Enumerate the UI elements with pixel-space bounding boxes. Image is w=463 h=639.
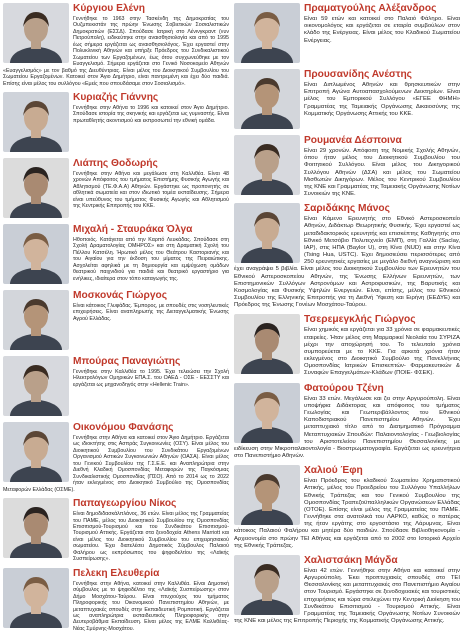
candidate-photo [3,224,69,284]
candidate-photo [234,3,300,63]
candidate-entry [3,92,229,153]
candidate-name: Τσερεμεγκλής Γιώργος [304,314,416,326]
candidate-bio: Είναι 33 ετών. Μεγάλωσε και ζει στην Αργυρούπολη. Είναι υποψήφια Διδάκτορας και απόφοιτος του τμήματος Γεωλογίας και Γεωπεριβάλλοντος του Εθνικού Καποδιστριακού Πανεπιστημίου Αθηνών. Έχει μεταπτυχιακό τίτλο από το Διατμηματικό Πρόγραμμα Μεταπτυχιακών Σπουδών: Παλαιοντολογίας - Γεωβιολογίας του Αριστοτελείου Πανεπιστημίου Θεσσαλονίκης με ειδίκευση στην Μικροπαλαιοντολογία - Βιοστρωματογραφία. Εργάζεται ως ερευνήτρια στο Πανεπιστήμιο Αθηνών. [234,395,460,460]
candidate-entry [234,203,460,309]
candidate-photo [3,158,69,218]
candidate-bio: Είναι Κάμενο Ερευνητής στο Εθνικό Αστεροσκοπείο Αθηνών, Διδάκτωρ Θεωρητικής Φυσικής. Έχει εργαστεί ως μεταδιδακτορικός ερευνητής και επισκέπτης Καθηγητής στο Εθνικό Μετσόβιο Πολυτεχνείο (ΕΜΠ), στη Γαλλία (Saclay, IAP), στις ΗΠΑ (Baylor U), στη Κίνα (NUD) και στην Κίνα (Tsing Hua, USTC). Έχει δημοσιεύσει περισσότερες από 250 ερευνητικές εργασίες με μεγάλο διεθνή αναγνώριση και έχει αναγράψει 5 βιβλία. Είναι μέλος του Διοικητικού Συμβουλίου των Ερευνητών του Εθνικού Αστεροσκοπείου Αθηνών, της Ένωσης Ελλήνων Ερευνητών, των Επιστημονικών Συλλόγων Αστρονόμων και Αστροφυσικών, της Βαρυτικής και Κοσμολογίας και Φυσικής Υψηλών Ενεργειών. Είναι, επίσης, μέλος του Εθνικού Συμβουλίου της Ελληνικής Επιτροπής για τη Διεθνή Ύφεση και Ειρήνη (ΕΕΔΥΕ) και Πρόεδρος της Ένωσης Γονέων Μοσχάτου-Ταύρου. [234,216,460,309]
candidate-name: Προυσανίδης Ανέστης [304,69,412,80]
candidate-entry [234,465,460,550]
candidate-entry [3,356,229,417]
candidate-bio: Είναι Διπλωμένος Αθηνών και θρησκευτικών στην Επιτροπή Αγώνα Αυτοαπασχολούμενων Διεκτηρίων. Είναι μέλος του Εμπορικού Συλλόγου «ΕΓΕΕ ΦΗΜΗ» Γραμματέας της Ταμειακής Οργάνωσης Δικαιοσύνης της Κομματικής Οργάνωσης Αττικής του ΚΚΕ. [304,82,460,117]
candidate-entry [234,314,460,377]
candidate-entry [3,498,229,563]
candidate-photo [3,92,69,152]
candidate-name: Χαλιού Έφη [304,465,363,477]
candidate-name: Πραματγούλης Αλέξανδρος [304,3,437,14]
candidate-bio: Είναι δημοδιδασκάλπλάνος, 36 ετών. Είναι μέλος της Γραμματείας του ΠΑΜΕ, μέλος του Διοικητικού Συμβουλίου της Ομοσπονδίας Επισιτισμού-Τουρισμού και του Συνδικάτου Επισιτισμού-Τουρισμού Αττικής. Εργάζεται στα ξενοδοχεία Athens Marriott και είναι μέλος του Διοικητικού Συμβουλίου του επιχειρησιακού σωματείου. Έχει διατελέσει Δημοτικός Σύμβουλος Παλαιού Φαλήρου ως εκπρόσωπος του ψηφοδελτίου της «Λαϊκής Συσπείρωσης». [73,511,229,563]
right-column [234,3,460,630]
candidate-name: Κύργιου Ελένη [73,3,146,14]
candidate-bio: Γεννήθηκε στην Αθήνα και μεγάλωσε στη Καλλιθέα. Είναι 48 χρονών Απόφοιτος του τμήματος Επιστήμης Φυσικής Αγωγής και Αθλητισμού (ΤΕ.Φ.Α.Α) Αθηνών. Εργάστηκε ως προπονητής σε αθλητικά σωματεία και στον ιδιωτικό τομέα εκπαίδευσης. Σήμερα είναι υπεύθυνος του τμήματος Φυσικής Αγωγής και Αθλητισμού της Κεντρικής Επιτροπής του ΚΚΕ. [73,170,229,210]
candidate-name: Παπαγεωργίου Νίκος [73,498,177,510]
candidate-photo [3,356,69,416]
candidate-photo [234,465,300,525]
candidate-photo [234,135,300,195]
candidate-name: Μιχαλή - Σταυράκα Όλγα [73,223,193,235]
candidate-entry [234,555,460,625]
candidate-photo [3,422,69,482]
candidate-photo [234,555,300,615]
candidate-entry [3,568,229,633]
candidate-photo [234,69,300,129]
candidate-entry [3,3,229,87]
left-column [3,3,229,637]
candidate-bio: Γεννήθηκε στην Αθήνα και κατοικεί στον Άγιο Δημήτριο. Εργάζεται ως ιδιοκτήτης στις Ασπράς Συγκοινωνίες (ΟΣΥ). Είναι μέλος του Διοικητικού Συμβουλίου του Συνδικάτου Εργαζομένων Οργανισμού Αστικών Συγκοινωνιών Αθηνών (ΟΑΣΑ). Είναι μέλος του Γενικού Συμβουλίου της Γ.Σ.Ε.Ε. και Αναπληρώτρια στην Διεθνή Κλαδική Ομοσπονδίας Μεταφορών της Παγκόσμιας Συνδικαλιστικής Ομοσπονδίας (ΠΣΟ). Από το 2014 ως το 2022 ήταν εκλεγμένος στο Διοικητικό Συμβούλιο της Ομοσπονδίας Μεταφορών Ελλάδας (ΟΣΜΕ). [3,434,229,493]
candidate-name: Λιάπης Θοδωρής [73,157,158,169]
candidate-name: Ρουμανέα Δέσποινα [304,135,402,146]
candidate-name: Χαλιστσάκη Μάγδα [304,554,398,566]
candidate-entry [234,135,460,198]
candidate-name: Σαριδάκης Μάνος [304,203,390,215]
candidate-photo [3,498,69,558]
candidate-photo [3,3,69,63]
candidate-bio: Γεννήθηκε στην Αθήνα, κατοικεί στην Καλλιθέα. Είναι Δημοτική σύμβουλος με το ψηφοδέλτιο της «Λαϊκής Συσπείρωσης» στον Δήμο Μοσχάτου-Ταύρου. Είναι πτυχιούχος του τμήματος Πληροφορικής του Οικονομικού Πανεπιστημίου Αθηνών, με μεταπτυχιακές σπουδές στην Εκπαιδευτική Ρομποτική. Εργάζεται ως αναπληρώτρια εκπαιδευτικός Πληροφορικής στην Δευτεροβάθμια Εκπαίδευση. Είναι μέλος της ΕΛΜΕ Καλλιθέας-Νέας Σμύρνης-Μοσχάτου. [73,580,229,632]
candidate-photo [3,568,69,628]
candidate-bio: Είναι 29 χρονών. Απόφοιτη της Νομικής Σχολής Αθηνών, όπου ήταν μέλος του Διοικητικού Συμβουλίου του Φοιτητικού Συλλόγου. Είναι μέλος του Δικηγορικού Συλλόγου Αθηνών (ΔΣΑ) και μέλος του Σωματείου Μισθωτών Δικηγόρων. Μέλος του Κεντρικού Συμβουλίου της ΚΝΕ και Γραμματέας της Ταμειακής Οργάνωσης Νοτίων Συνοικιών της ΚΝΕ. [304,148,460,198]
candidate-photo [3,290,69,350]
candidate-entry [234,69,460,130]
candidate-entry [3,290,229,351]
candidate-photo [234,383,300,443]
candidate-bio: Είναι 42 ετών. Γεννήθηκε στην Αθήνα και κατοικεί στην Αργυρούπολη. Έκει προπτυχιακές σπουδές στο ΤΕΙ Θεσσαλονίκης και μεταπτυχιακές στο Πανεπιστήμιο Αιγαίου στον Τουρισμό. Εργάστηκε σε ξενοδοχειακές και τουριστικές επιχειρήσεις και τώρα στελεχώνει την Κεντρική Διοίκηση του Συνδικάτου Επισιτισμού - Τουρισμού Αττικής. Είναι Γραμματέας της Ταμειακής Οργάνωσης Νοτίων Συνοικιών της ΚΝΕ και μέλος της Επιτροπής Περιοχής της Κομματικής Οργάνωσης Αττικής. [234,567,460,625]
candidate-bio: Γεννήθηκε στην Καλλιθέα το 1995. Έχει τελειώσει την Σχολή Ηλεκτρολόγων Ομηρικών ΕΠΑ.Σ. του ΟΑΕΔ - ΟΣΕ - ΕΕΣΣΤΥ και εργάζεται ως μηχανοδηγός στην «Hellenic Train». [73,368,229,388]
candidate-name: Κυριαζής Γιάννης [73,91,159,103]
candidate-name: Πελεκη Ελευθερία [73,567,160,579]
candidate-photo [234,203,300,263]
candidate-photo [234,314,300,374]
candidate-bio: Ηθοποιός. Κατάγεται από την Καρπό Λευκάδας. Σπούδασε στη Σχολή Δραματολογίας ΟΜΗΡΟΣ» και στη Δραματική Σχολή του Πέλλου Κατσέλη. Ήρωτικό μέλος του Θεάτρου Καστοριανής και του Αιγαίου για την έκδοση του μίματος της Πειραιώτικης. Ασχολείται αφηλικά με τη δημιουργία και εμψύχωση ομάδων θεατρικού παιχνιδιού για παιδιά και θεατρικό εργαστήριο για ενήλικες, ιδιαίτερα στον τόπο καταγωγής της. [73,236,229,282]
candidate-bio: Γεννήθηκε στην Αθήνα το 1996 και κατοικεί στον Άγιο Δημήτριο. Σπούδασε ιστορία της σκηνικής και εργάζεται ως γυμναστής. Είναι πρωταθλητής ακοντισμού και εκπροσωπεί την εθνική ομάδα. [73,104,229,124]
candidate-entry [3,224,229,285]
candidate-entry [234,383,460,461]
candidate-entry [3,158,229,219]
candidate-entry [234,3,460,64]
candidate-bio: Είναι Πρόεδρος του κλαδικού Σωματείου Χρηματιστικού Αττικής, μέλος του Προεδρείου του Συλλόγου Υπαλλήλων Εθνικής Τράπεζας και του Γενικού Συμβουλίου της Ομοσπονδίας Τραπεζοϋπαλληλικών Οργανώσεων Ελλάδας (ΟΤΟΕ). Επίσης είναι μέλος της Γραμματείας του ΠΑΜΕ. Γεννήθηκε στα ανατολικά του ΛΑΡΚΟ, καθώς ο πατέρας της ήταν εργάτης στο εργοστάσιο της Λάρυμνας. Είναι κάτοικος Παλαιού Φαλήρου και μητέρα δύο παιδιών. Σπούδασε Βιβλιοθηκονομία - Αρχειονομία στο πρώην ΤΕΙ Αθήνας και εργάζεται από το 2002 στο Ιστορικό Αρχείο της Εθνικής Τράπεζας. [234,478,460,549]
candidate-name: Μοσκονάς Γιώργος [73,289,168,301]
candidate-entry [3,422,229,493]
candidate-bio: Είναι 59 ετών και κατοικεί στο Παλαιό Φάληρο. Είναι οικονομολόγος και εργάζεται σε εταιρία συμβούλων στον κλάδο της Ενέργειας. Είναι μέλος του Κλαδικού Σωματείου Ενέργειας. [304,16,460,44]
candidate-bio: Είναι κάτοικος Γλυφάδας. Έμπορος, με σπουδές στις νοσηλευτικές επιχειρήσεις. Είναι αναπληρωτής της Διεταγγελματικής Ένωσης Αγρού Ελλάδας. [73,302,229,322]
candidate-name: Οικονόμου Φανάσης [73,421,174,433]
candidate-name: Μπούρας Παναγιώτης [73,355,181,367]
candidate-bio: Γεννήθηκε το 1963 στην Τασκένδη της Δημοκρατίας του Ουζμπεκιστάν της πρώην Ένωσης Σοβιετικών Σοσιαλιστικών Δημοκρατιών (ΕΣΣΔ). Σπούδασε Ιατρική στο Λένινγκραντ (νυν Πετρούπολη), ειδικεύτηκε στην αναισθησιολογία και από το 1995 έως σήμερα εργάζεται ως αναισθησιολόγος. Έχει εργαστεί στην Πολυκλινική Αθηνών και υπήρξε Πρόεδρος του Συνδικαλιστικού Σωματείου των Εργαζομένων, έως ότου συγχωνεύθηκε με τον Ευαγγελισμό. Σήμερα εργάζεται στο Γενικό Νοσοκομείο Αθηνών «Ευαγγελισμός» με τον βαθμό της Διευθύντριας. Είναι μέλος του Διοικητικού Συμβουλίου του Σωματείου Εργαζομένων. Κατοικεί στον Άγιο Δημήτριο, είναι παντρεμένη και έχει δύο παιδιά. Επίσης είναι μέλος του συλλόγου «Εμείς που σπουδάσαμε στον Σοσιαλισμό». [3,16,229,87]
candidate-bio: Είναι χημικός και εργάζεται για 33 χρόνια σε φαρμακευτικές εταιρείες. Ήταν μέλος στη Μαρμαρικεί Νεολαία του ΣΥΡΙΖΑ μέχρι την αποχώρησή του. Το τελευταίο χρόνια συμπορεύεται με το ΚΚΕ. Για αρκετά χρόνια ήταν εκλεγμένος στο Διοικητικό Συμβούλιο της Πανελλήνιας Ομοσπονδίας Ιατρικών Επισκεπτών- Φαρμακευτικών & Συναφών Επαγγελμάτων-Κλάδων (ΠΟΙΕ- ΦΣΕΚ). [304,327,460,377]
candidate-name: Φατούρου Τζένη [304,382,384,394]
